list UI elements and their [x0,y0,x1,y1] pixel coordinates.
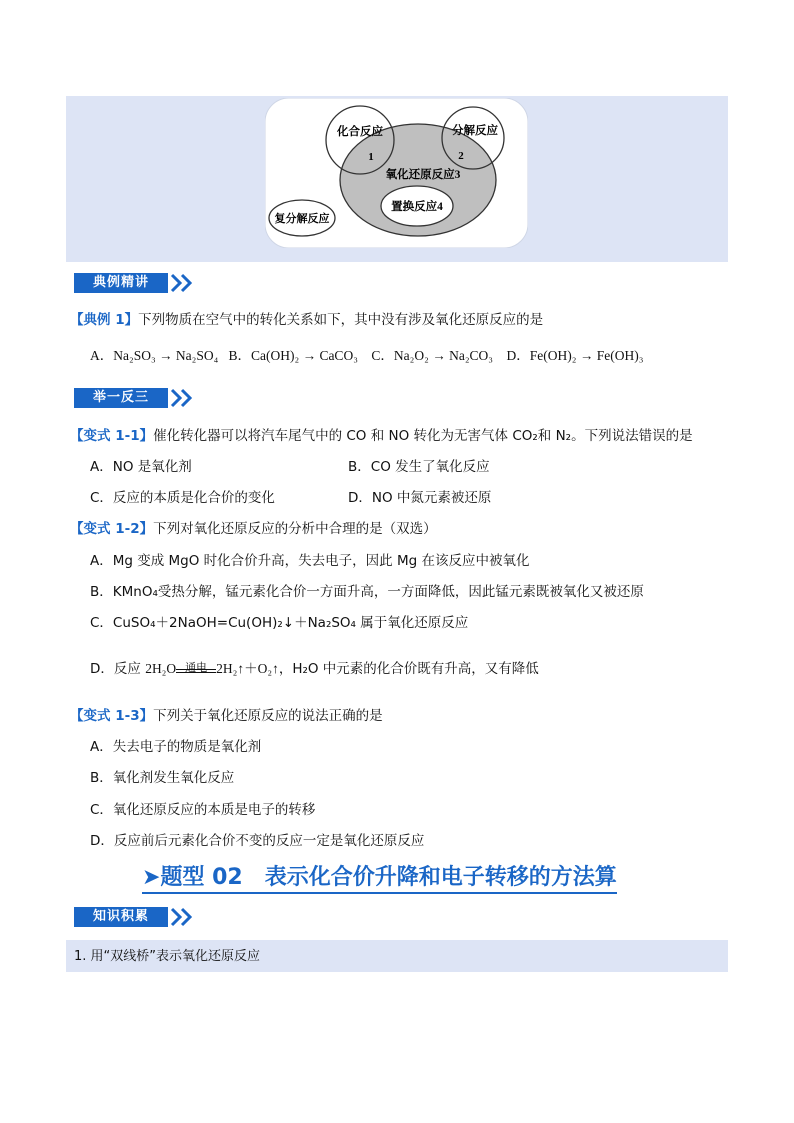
variant12-option-a: A．Mg 变成 MgO 时化合价升高，失去电子，因此 Mg 在该反应中被氧化 [90,553,530,569]
arrow-marker-icon: ➤ [142,865,161,890]
chevron-right-icon [180,273,192,293]
variant12-question: 【变式 1-2】下列对氧化还原反应的分析中合理的是（双选） [70,521,437,537]
banner-knowledge-label: 知识积累 [74,907,168,927]
label-region-2: 2 [458,150,464,162]
section-heading: ➤题型 02 表示化合价升降和电子转移的方法算 [142,864,617,894]
label-region-1: 1 [368,151,374,163]
label-combination: 化合反应 [337,126,383,138]
variant11-option-a: A．NO 是氧化剂 [90,459,192,475]
variant11-option-b: B．CO 发生了氧化反应 [348,459,490,475]
variant11-option-c: C．反应的本质是化合价的变化 [90,490,275,506]
variant13-option-c: C．氧化还原反应的本质是电子的转移 [90,802,316,818]
label-double-decomposition: 复分解反应 [274,213,330,225]
variant13-question: 【变式 1-3】下列关于氧化还原反应的说法正确的是 [70,708,383,724]
chevron-right-icon [180,907,192,927]
banner-example-label: 典例精讲 [74,273,168,293]
variant13-option-d: D．反应前后元素化合价不变的反应一定是氧化还原反应 [90,833,425,849]
label-decomposition: 分解反应 [452,125,498,137]
chevron-right-icon [180,388,192,408]
variant12-option-b: B．KMnO₄受热分解，锰元素化合价一方面升高，一方面降低，因此锰元素既被氧化又被还原 [90,584,644,600]
variant11-question: 【变式 1-1】催化转化器可以将汽车尾气中的 CO 和 NO 转化为无害气体 CO₂和 N₂。下列说法错误的是 [70,428,693,444]
option-a: A．Na₂SO₃ → Na₂SO₄ [90,348,219,363]
option-d: D．Fe(OH)₂ → Fe(OH)₃ [506,348,644,363]
label-redox: 氧化还原反应3 [385,169,461,181]
variant13-option-a: A．失去电子的物质是氧化剂 [90,739,262,755]
option-c: C．Na₂O₂ → Na₂CO₃ [371,348,493,363]
banner-example [74,273,194,293]
banner-practice-label: 举一反三 [74,388,168,408]
knowledge-bar [66,940,728,972]
example1-options [90,347,643,365]
label-displacement: 置换反应4 [391,201,443,213]
variant12-option-c: C．CuSO₄＋2NaOH=Cu(OH)₂↓＋Na₂SO₄ 属于氧化还原反应 [90,615,469,631]
variant11-option-d: D．NO 中氮元素被还原 [348,490,492,506]
reaction-venn-diagram [265,98,528,248]
option-b: B．Ca(OH)₂ → CaCO₃ [228,348,358,363]
example1-tag: 【典例 1】 [70,312,139,328]
variant13-option-b: B．氧化剂发生氧化反应 [90,770,235,786]
banner-knowledge [74,907,194,927]
knowledge-item: 1. 用“双线桥”表示氧化还原反应 [74,949,261,964]
example1-question: 【典例 1】下列物质在空气中的转化关系如下，其中没有涉及氧化还原反应的是 [70,312,544,328]
variant12-option-d: D．反应 2H₂O 通电 2H₂↑＋O₂↑，H₂O 中元素的化合价既有升高，又有降低 [90,661,539,677]
banner-practice [74,388,194,408]
